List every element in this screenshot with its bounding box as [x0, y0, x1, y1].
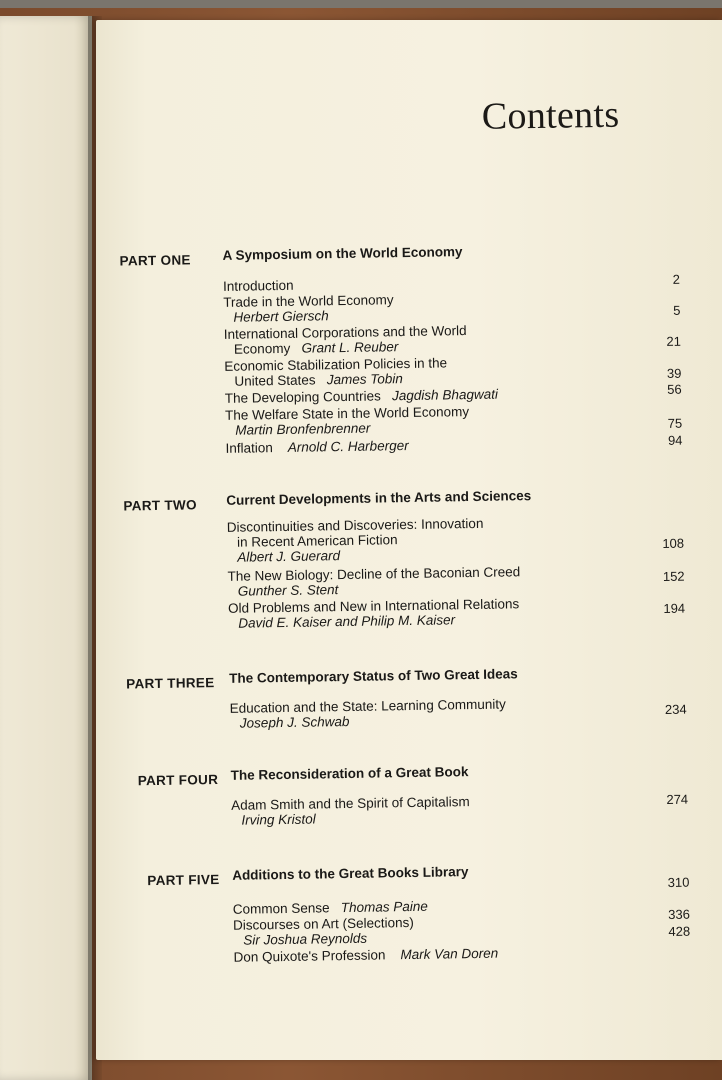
entry-title: Education and the State: Learning Community [229, 696, 506, 716]
entry-author: Mark Van Doren [400, 945, 499, 963]
entry-title-cont: United States [234, 372, 316, 389]
page-number: 2 [672, 271, 681, 287]
entry-author: James Tobin [326, 371, 403, 388]
toc-entry [230, 694, 660, 731]
entry-author: Jagdish Bhagwati [391, 386, 499, 404]
page-title: Contents [481, 93, 620, 138]
page-number: 336 [668, 906, 691, 922]
part-label: PART THREE [126, 675, 215, 692]
entry-author: David E. Kaiser and Philip M. Kaiser [238, 612, 456, 631]
toc-entry [225, 434, 655, 456]
entry-title: Discourses on Art (Selections) [232, 914, 414, 933]
entry-author: Herbert Giersch [233, 308, 329, 325]
entry-title: Discontinuities and Discoveries: Innovation [226, 515, 484, 535]
page-number: 75 [667, 415, 683, 431]
entry-author: Irving Kristol [241, 811, 316, 828]
page-number: 274 [666, 791, 689, 807]
toc-entry [231, 791, 661, 828]
toc-entry [228, 594, 658, 631]
entry-author: Albert J. Guerard [237, 548, 341, 565]
entry-author: Martin Bronfenbrenner [235, 420, 371, 438]
entry-title: The Welfare State in the World Economy [224, 404, 470, 423]
page-number: 21 [666, 333, 682, 349]
entry-author: Grant L. Reuber [301, 339, 399, 356]
page-number: 5 [673, 302, 681, 318]
part-title: Current Developments in the Arts and Sciences [226, 488, 532, 508]
entry-title-cont: in Recent American Fiction [236, 532, 398, 550]
part-title: The Contemporary Status of Two Great Ideas [229, 666, 518, 686]
toc-entry [227, 562, 657, 599]
toc-entry [227, 513, 658, 565]
entry-title: International Corporations and the World [223, 323, 467, 342]
entry-title: Economic Stabilization Policies in the [224, 355, 448, 374]
entry-author: Joseph J. Schwab [239, 713, 350, 731]
entry-author: Sir Joshua Reynolds [243, 930, 368, 948]
part-label: PART TWO [123, 497, 197, 514]
entry-title-cont: Economy [233, 340, 291, 357]
entry-author: Thomas Paine [340, 898, 428, 916]
entry-title: Adam Smith and the Spirit of Capitalism [231, 794, 470, 813]
page-number: 428 [668, 923, 691, 939]
part-label: PART FOUR [137, 772, 219, 789]
entry-title: Common Sense [232, 900, 330, 917]
entry-title: Don Quixote's Profession [233, 947, 386, 965]
part-title: Additions to the Great Books Library [232, 864, 469, 883]
toc-entry [224, 320, 654, 357]
entry-title: Trade in the World Economy [223, 292, 394, 310]
entry-title: Old Problems and New in International Relations [227, 596, 520, 616]
entry-title: The New Biology: Decline of the Baconian Creed [227, 564, 521, 584]
toc-entry [225, 401, 655, 438]
entry-author: Gunther S. Stent [237, 582, 339, 599]
part-four [128, 761, 689, 828]
part-title: The Reconsideration of a Great Book [230, 764, 469, 783]
toc-entry [223, 288, 653, 325]
part-two [123, 486, 686, 631]
part-three [126, 664, 687, 731]
entry-title: Inflation [225, 440, 273, 456]
page-number: 234 [664, 701, 687, 717]
page-number: 152 [662, 568, 685, 585]
page-number: 194 [663, 600, 686, 617]
page-number: 94 [667, 432, 683, 448]
page-number: 310 [667, 874, 690, 890]
entry-author: Arnold C. Harberger [287, 437, 409, 455]
toc-entry [224, 352, 654, 389]
contents-page [88, 15, 722, 1065]
entry-title: The Developing Countries [224, 388, 381, 406]
part-label: PART ONE [119, 252, 191, 269]
page-number: 39 [666, 365, 682, 381]
part-five [129, 861, 691, 965]
toc-entry [233, 911, 663, 948]
page-number: 56 [667, 381, 682, 397]
left-page [0, 16, 92, 1080]
part-label: PART FIVE [147, 872, 220, 889]
page-number: 108 [662, 535, 685, 552]
entry-title: Introduction [222, 277, 294, 294]
part-one [119, 241, 683, 456]
part-title: A Symposium on the World Economy [222, 244, 463, 263]
